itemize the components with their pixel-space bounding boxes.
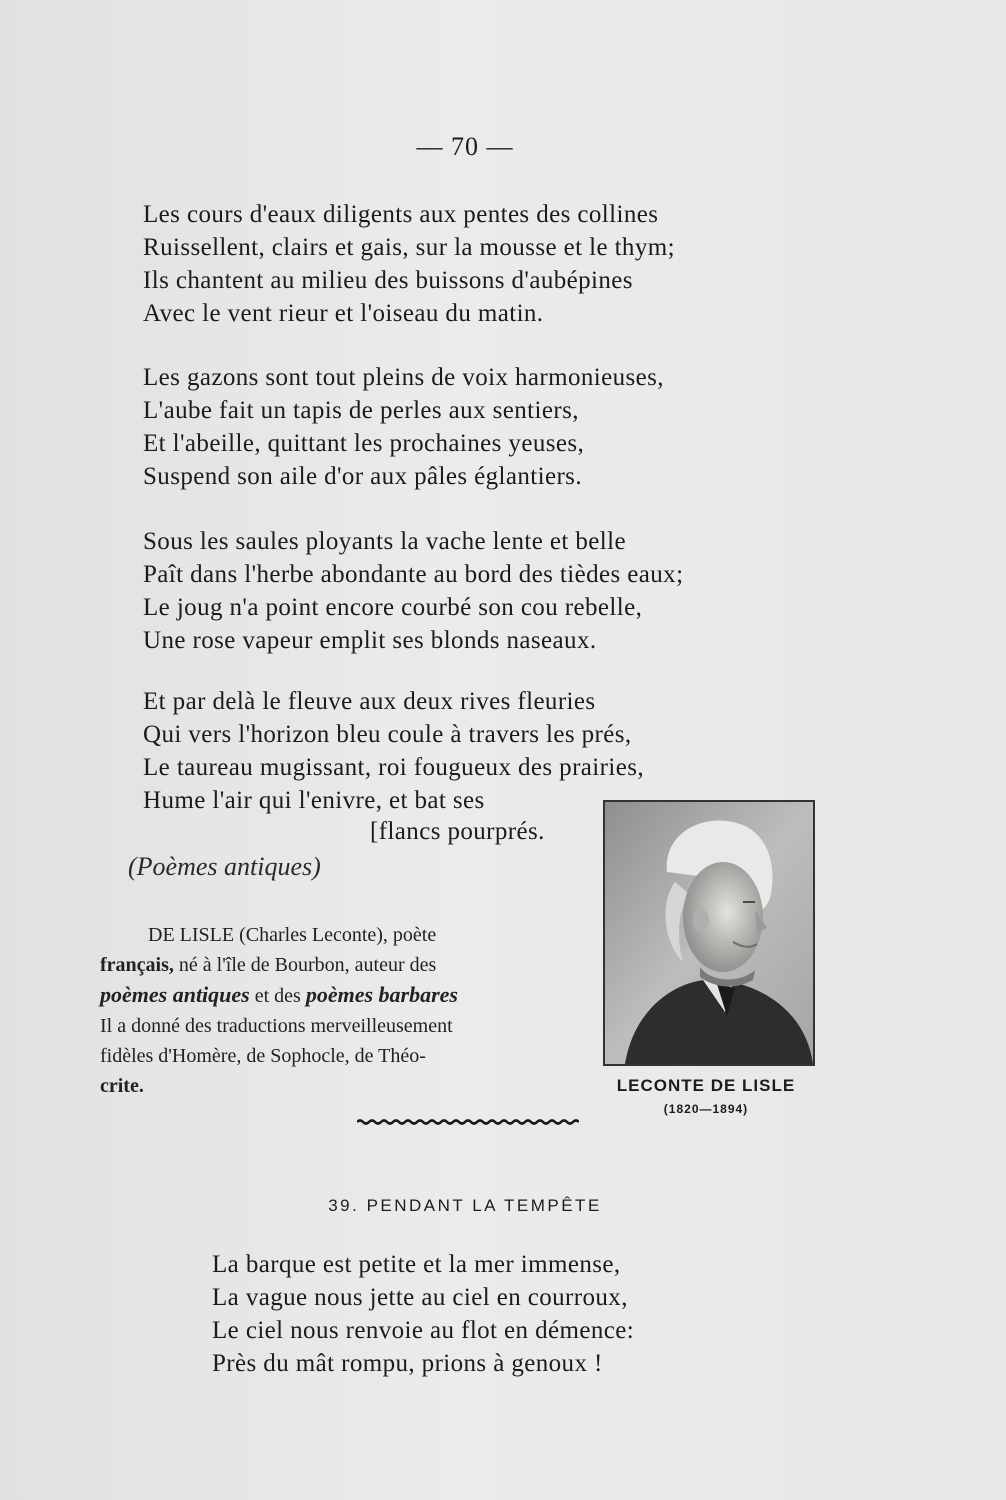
- poem-line: Le joug n'a point encore courbé son cou rebelle,: [143, 594, 643, 621]
- section-title: 39. PENDANT LA TEMPÊTE: [328, 1196, 602, 1215]
- poem-line: Une rose vapeur emplit ses blonds naseaux.: [143, 627, 597, 654]
- poem-2-stanza: [212, 1248, 634, 1380]
- poem-line: Ils chantent au milieu des buissons d'aubépines: [143, 267, 633, 294]
- portrait-image: [605, 802, 813, 1064]
- author-name: DE LISLE: [148, 924, 235, 946]
- poem-line: Le taureau mugissant, roi fougueux des prairies,: [143, 754, 644, 781]
- bio-line: [100, 920, 570, 950]
- ornamental-divider: [357, 1115, 579, 1129]
- author-portrait-photo: [603, 800, 815, 1066]
- poem-line: La vague nous jette au ciel en courroux,: [212, 1284, 628, 1311]
- poem-source: (Poèmes antiques): [128, 852, 321, 881]
- page-number: — 70 —: [416, 132, 514, 161]
- work-title: poèmes barbares: [305, 982, 458, 1007]
- poem-line: Et par delà le fleuve aux deux rives fleuries: [143, 688, 596, 715]
- poem-line: Avec le vent rieur et l'oiseau du matin.: [143, 300, 544, 327]
- bio-bold-text: français,: [100, 954, 174, 976]
- poem-stanza-1: [143, 198, 675, 330]
- poem-line: Près du mât rompu, prions à genoux !: [212, 1350, 603, 1377]
- portrait-dates: (1820—1894): [663, 1102, 749, 1116]
- bio-line: [100, 950, 570, 980]
- bio-line: crite.: [100, 1075, 144, 1097]
- poem-line: Les cours d'eaux diligents aux pentes des collines: [143, 201, 659, 228]
- author-biography: [100, 920, 570, 1101]
- bio-line: Il a donné des traductions merveilleusement: [100, 1015, 453, 1037]
- work-title: poèmes antiques: [100, 982, 250, 1007]
- poem-line: Hume l'air qui l'enivre, et bat ses: [143, 787, 485, 814]
- poem-line: Et l'abeille, quittant les prochaines yeuses,: [143, 430, 585, 457]
- poem-line: Les gazons sont tout pleins de voix harmonieuses,: [143, 364, 664, 391]
- poem-stanza-2: [143, 361, 664, 493]
- poem-stanza-3: [143, 525, 683, 657]
- poem-line-continuation: [flancs pourprés.: [370, 818, 545, 845]
- bio-line: fidèles d'Homère, de Sophocle, de Théo-: [100, 1045, 426, 1067]
- poem-line: Suspend son aile d'or aux pâles églantiers.: [143, 463, 582, 490]
- poem-line: Ruissellent, clairs et gais, sur la mousse et le thym;: [143, 234, 675, 261]
- poem-stanza-4: [143, 685, 644, 817]
- bio-line: [100, 980, 570, 1011]
- poem-line: Qui vers l'horizon bleu coule à travers les prés,: [143, 721, 632, 748]
- poem-line: La barque est petite et la mer immense,: [212, 1251, 621, 1278]
- bio-text: (Charles Leconte), poète: [234, 924, 437, 946]
- bio-text: et des: [249, 985, 306, 1007]
- bio-text: né à l'île de Bourbon, auteur des: [173, 954, 437, 976]
- portrait-caption: LECONTE DE LISLE: [616, 1076, 796, 1095]
- poem-line: Sous les saules ployants la vache lente et belle: [143, 528, 626, 555]
- poem-line: Le ciel nous renvoie au flot en démence:: [212, 1317, 635, 1344]
- poem-line: Paît dans l'herbe abondante au bord des tièdes eaux;: [143, 561, 684, 588]
- poem-line: L'aube fait un tapis de perles aux sentiers,: [143, 397, 579, 424]
